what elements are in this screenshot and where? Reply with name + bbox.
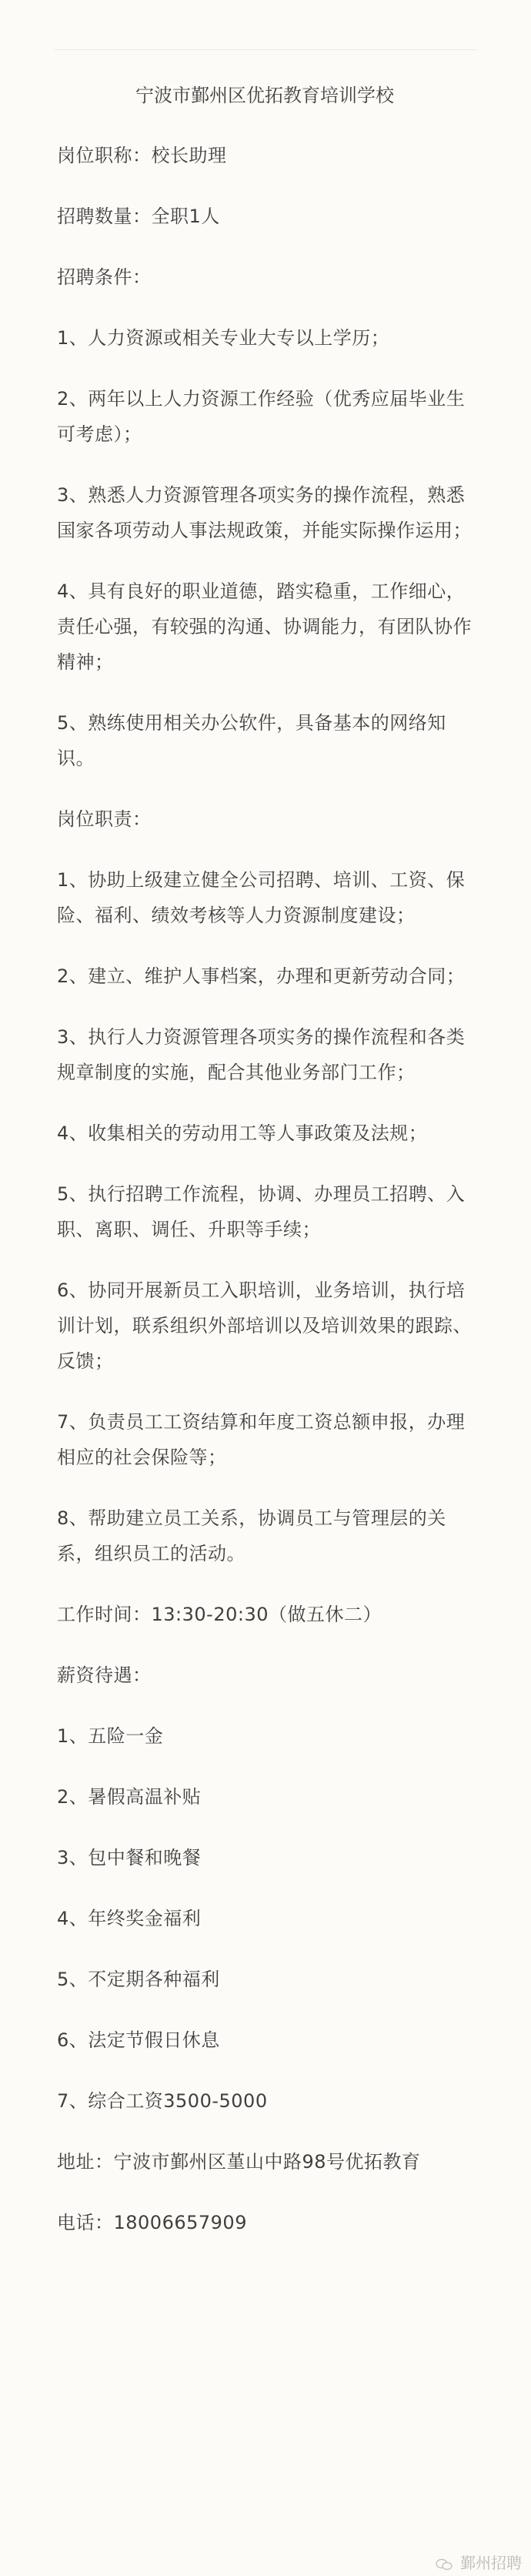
duty-item: 2、建立、维护人事档案，办理和更新劳动合同； — [57, 965, 466, 987]
article-title: 宁波市鄞州区优拓教育培训学校 — [135, 85, 394, 106]
requirement-item: 3、熟悉人力资源管理各项实务的操作流程，熟悉国家各项劳动人事法规政策，并能实际操作运用； — [57, 484, 472, 541]
duty-item: 4、收集相关的劳动用工等人事政策及法规； — [57, 1122, 428, 1144]
duty-item: 1、协助上级建立健全公司招聘、培训、工资、保险、福利、绩效考核等人力资源制度建设； — [57, 869, 466, 926]
benefit-item: 2、暑假高温补贴 — [57, 1786, 202, 1808]
benefit-item: 7、综合工资3500-5000 — [57, 2090, 268, 2112]
duty-item: 7、负责员工工资结算和年度工资总额申报，办理相应的社会保险等； — [57, 1411, 466, 1468]
requirement-item: 5、熟练使用相关办公软件，具备基本的网络知识。 — [57, 712, 446, 769]
heading-benefits: 薪资待遇： — [57, 1664, 152, 1686]
requirement-item: 4、具有良好的职业道德，踏实稳重，工作细心，责任心强，有较强的沟通、协调能力，有团队协作精神； — [57, 580, 472, 673]
watermark — [436, 2551, 522, 2573]
requirement-item: 2、两年以上人力资源工作经验（优秀应届毕业生可考虑）； — [57, 388, 466, 445]
benefit-item: 1、五险一金 — [57, 1725, 164, 1747]
heading-duties: 岗位职责： — [57, 808, 152, 830]
duty-item: 3、执行人力资源管理各项实务的操作流程和各类规章制度的实施，配合其他业务部门工作； — [57, 1026, 466, 1083]
benefit-item: 5、不定期各种福利 — [57, 1969, 220, 1990]
top-divider — [54, 49, 477, 50]
benefit-item: 4、年终奖金福利 — [57, 1908, 202, 1929]
address-line: 地址：宁波市鄞州区堇山中路98号优拓教育 — [57, 2151, 421, 2173]
paragraph-headcount: 招聘数量：全职1人 — [57, 206, 220, 227]
heading-requirements: 招聘条件： — [57, 266, 152, 288]
duty-item: 5、执行招聘工作流程，协调、办理员工招聘、入职、离职、调任、升职等手续； — [57, 1183, 466, 1240]
article-body — [57, 77, 473, 2266]
phone-line: 电话：18006657909 — [57, 2212, 247, 2233]
watermark-text: 鄞州招聘 — [460, 2554, 522, 2572]
working-hours: 工作时间：13:30-20:30（做五休二） — [57, 1604, 382, 1625]
wechat-icon — [436, 2558, 453, 2571]
paragraph-position-title: 岗位职称：校长助理 — [57, 145, 227, 166]
duty-item: 8、帮助建立员工关系，协调员工与管理层的关系，组织员工的活动。 — [57, 1507, 446, 1564]
benefit-item: 3、包中餐和晚餐 — [57, 1847, 202, 1868]
duty-item: 6、协同开展新员工入职培训，业务培训，执行培训计划，联系组织外部培训以及培训效果的跟踪、反馈； — [57, 1280, 472, 1372]
benefit-item: 6、法定节假日休息 — [57, 2029, 220, 2051]
requirement-item: 1、人力资源或相关专业大专以上学历； — [57, 327, 390, 349]
